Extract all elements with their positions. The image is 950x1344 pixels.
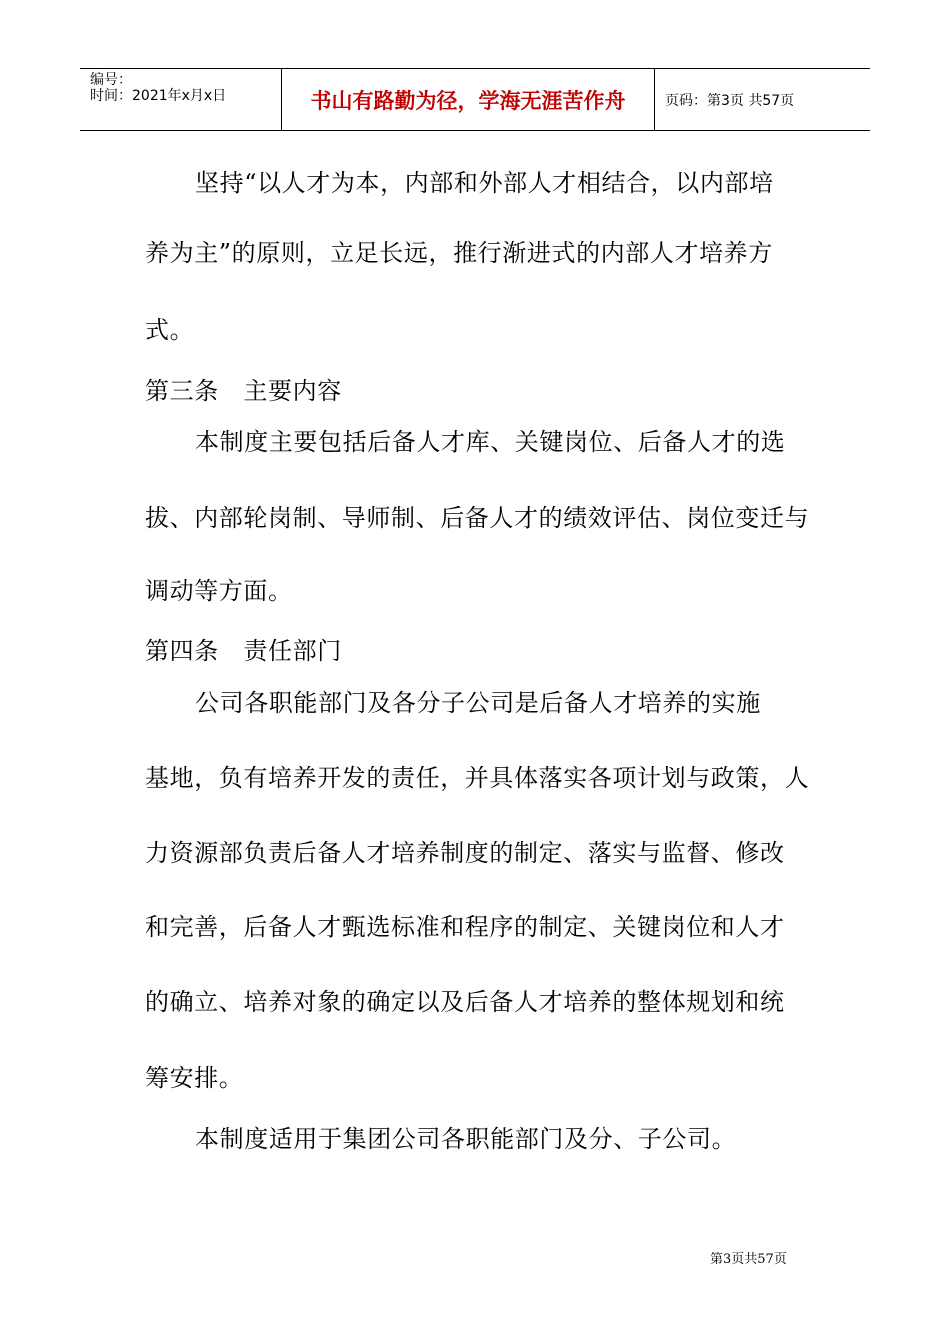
document-number-label: 编号：: [90, 72, 132, 88]
paragraph-line: 式。: [145, 316, 195, 344]
header-meta: [80, 69, 282, 130]
paragraph-line: 调动等方面。: [145, 577, 293, 605]
page-footer: 第3页共57页: [710, 1252, 787, 1267]
paragraph-line: 养为主”的原则，立足长远，推行渐进式的内部人才培养方: [145, 239, 773, 267]
header-page-info: 页码：第3页 共57页: [665, 92, 795, 109]
document-date: 时间：2021年x月x日: [90, 88, 227, 104]
paragraph-line: 公司各职能部门及各分子公司是后备人才培养的实施: [195, 689, 761, 717]
section-heading: 第四条 责任部门: [145, 637, 342, 665]
paragraph-line: 和完善，后备人才甄选标准和程序的制定、关键岗位和人才: [145, 913, 785, 941]
paragraph-line: 的确立、培养对象的确定以及后备人才培养的整体规划和统: [145, 988, 785, 1016]
paragraph-line: 坚持“以人才为本，内部和外部人才相结合，以内部培: [195, 169, 774, 197]
paragraph-line: 拔、内部轮岗制、导师制、后备人才的绩效评估、岗位变迁与: [145, 504, 810, 532]
paragraph-line: 筹安排。: [145, 1064, 244, 1092]
paragraph-line: 力资源部负责后备人才培养制度的制定、落实与监督、修改: [145, 839, 785, 867]
header-motto: 书山有路勤为径，学海无涯苦作舟: [282, 69, 655, 130]
paragraph-line: 基地，负有培养开发的责任，并具体落实各项计划与政策，人: [145, 764, 810, 792]
page-header: [80, 68, 870, 131]
paragraph-line: 本制度适用于集团公司各职能部门及分、子公司。: [195, 1125, 737, 1153]
section-heading: 第三条 主要内容: [145, 377, 342, 405]
paragraph-line: 本制度主要包括后备人才库、关键岗位、后备人才的选: [195, 428, 786, 456]
